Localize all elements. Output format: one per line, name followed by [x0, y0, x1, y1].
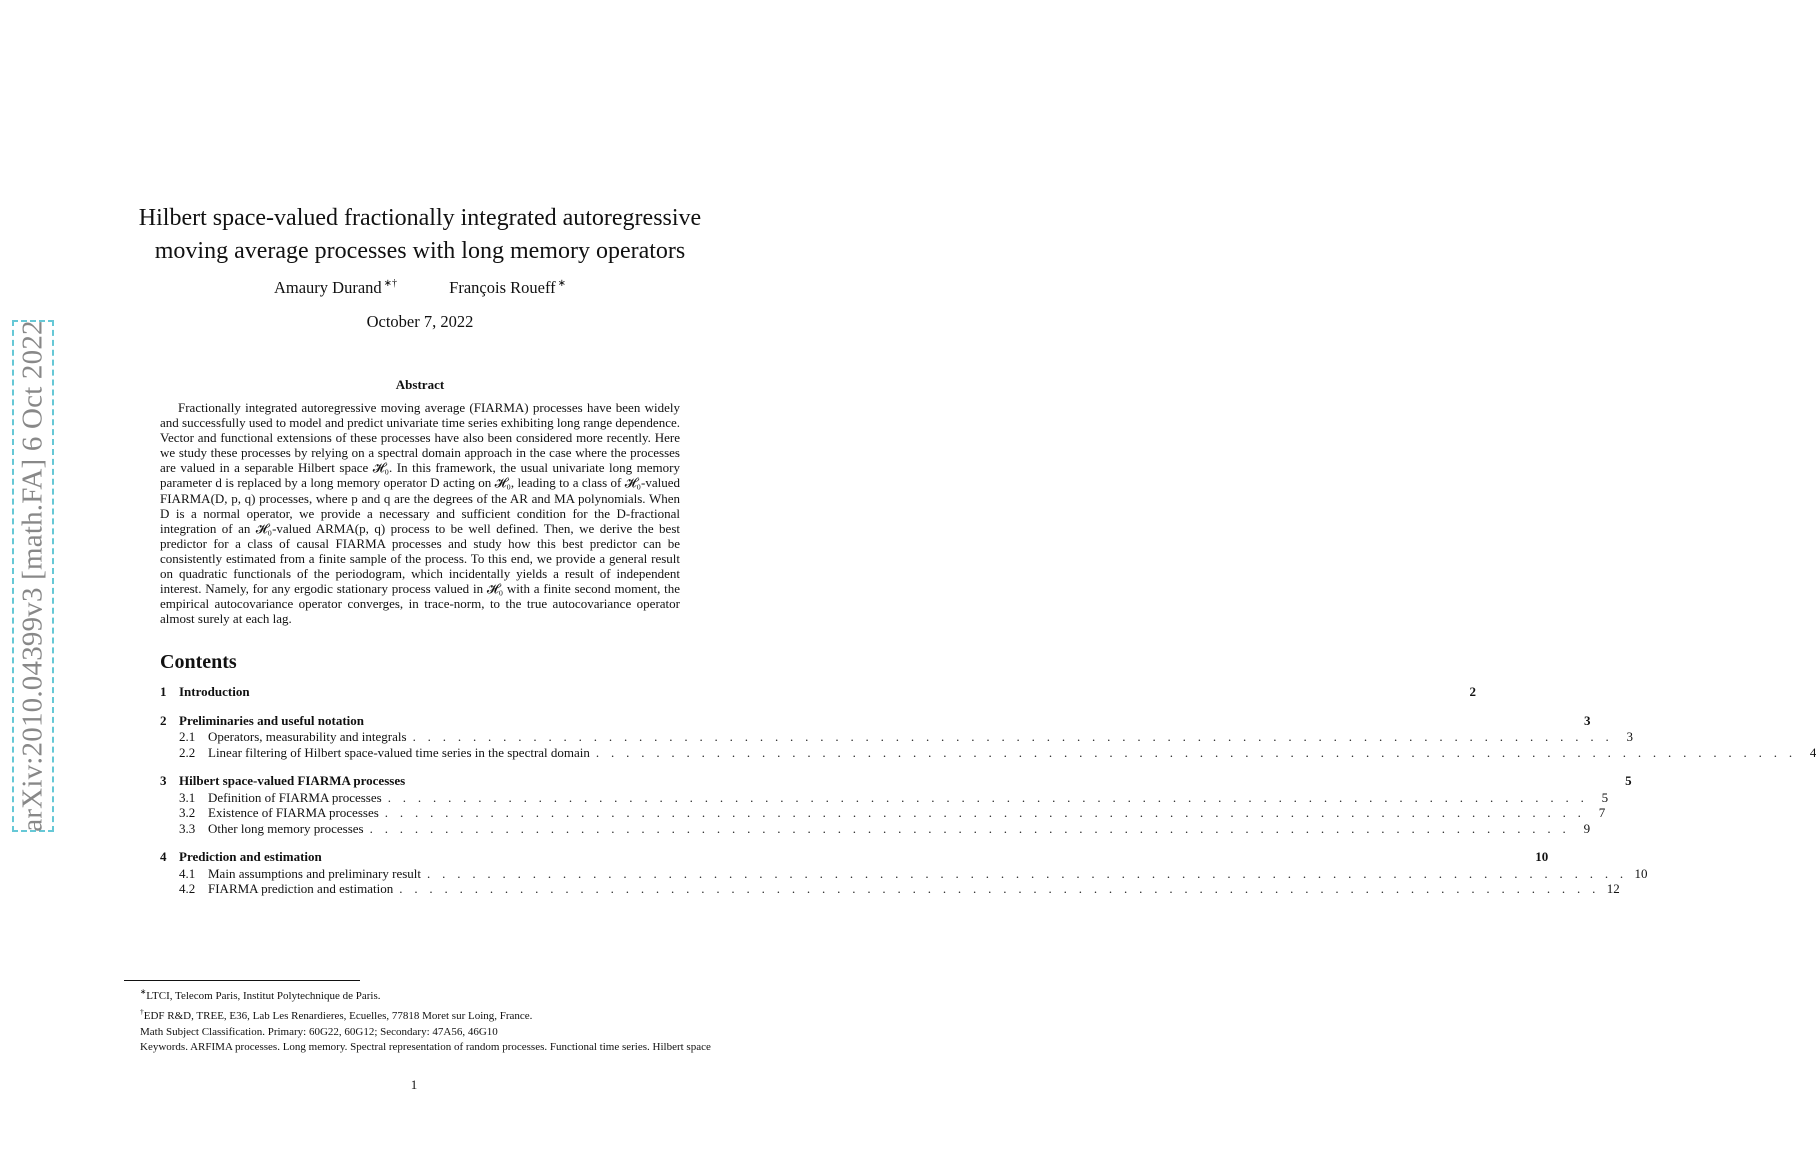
toc-section [160, 684, 1477, 700]
toc-page-number: 3 [1626, 729, 1634, 744]
author-list [120, 278, 720, 298]
title-line-2: moving average processes with long memory operators [154, 238, 686, 264]
toc-number: 2 [160, 712, 167, 728]
footnote-rule [124, 980, 360, 981]
toc-page-number: 4 [1809, 744, 1816, 760]
toc-title: Main assumptions and preliminary result [208, 865, 422, 881]
abstract-heading: Abstract [395, 377, 445, 392]
footnote-text: Math Subject Classification. Primary: 60G22, 60G12; Secondary: 47A56, 46G10 [140, 1025, 498, 1038]
author-affiliation-marks[interactable]: ∗† [383, 278, 398, 289]
footnote [112, 1004, 716, 1024]
toc-number: 1 [160, 684, 167, 699]
toc-title: Preliminaries and useful notation [179, 712, 365, 728]
toc-subsection-entry[interactable] [160, 729, 1634, 745]
toc-number: 2.2 [179, 744, 196, 760]
toc-leader-dots: . . . . . . . . . . . . . . . . . . . . . . . . . . . . . . . . . . . . . . . . . . . . . . . . . . . . . . . . . . . . . . . . . . . . . . . . . . . . . . . . [412, 729, 1614, 744]
arxiv-identifier[interactable]: arXiv:2010.04399v3 [math.FA] 6 Oct 2022 [16, 320, 49, 832]
toc-number: 3.1 [179, 789, 196, 805]
author [449, 278, 566, 298]
footnote [112, 1040, 716, 1055]
toc-number: 2.1 [179, 729, 196, 744]
toc-title: Prediction and estimation [179, 849, 322, 864]
toc-leader-dots: . . . . . . . . . . . . . . . . . . . . . . . . . . . . . . . . . . . . . . . . . . . . . . . . . . . . . . . . . . . . . . . . . . . . . . . . . . . . . . . . [399, 881, 1600, 896]
toc-section [160, 773, 1632, 836]
toc-page-number: 7 [1598, 805, 1606, 820]
toc-page-number: 10 [1535, 849, 1549, 864]
toc-leader-dots: . . . . . . . . . . . . . . . . . . . . . . . . . . . . . . . . . . . . . . . . . . . . . . . . . . . . . . . . . . . . . . . . . . . . . . . . . . . . . . . . [387, 789, 1589, 805]
toc-subsection-entry[interactable] [160, 789, 1609, 806]
toc-number: 4.1 [179, 865, 196, 881]
toc-title: Other long memory processes [208, 820, 364, 836]
toc-number: 4 [160, 849, 167, 864]
toc-number: 3.3 [179, 820, 196, 836]
footnote [112, 1025, 716, 1040]
toc-page-number: 3 [1583, 712, 1591, 728]
toc-section-entry[interactable] [160, 684, 1477, 700]
footnote-text: EDF R&D, TREE, E36, Lab Les Renardieres, Ecuelles, 77818 Moret sur Loing, France. [143, 1010, 533, 1023]
toc-title: Existence of FIARMA processes [208, 805, 379, 820]
toc-section-entry[interactable] [160, 712, 1591, 729]
abstract-body: Fractionally integrated autoregressive moving average (FIARMA) processes have been widely and successfully used to model and predict univariate time series exhibiting long range dependence. Vector and functional extensions of these processes have also been considered more recently. Here we study these processes by relying on a spectral domain approach in the case where the processes are valued in a separable Hilbert space 𝓗₀. In this framework, the usual univariate long memory parameter d is replaced by a long memory operator D acting on 𝓗₀, leading to a class of 𝓗₀-valued FIARMA(D, p, q) processes, where p and q are the degrees of the AR and MA polynomials. When D is a normal operator, we provide a necessary and sufficient condition for the D-fractional integration of an 𝓗₀-valued ARMA(p, q) process to be well defined. Then, we derive the best predictor for a class of causal FIARMA processes and study how this best predictor can be consistently estimated from a finite sample of the process. To this end, we provide a general result on quadratic functionals of the periodogram, which incidentally yields a result of independent interest. Namely, for any ergodic stationary process valued in 𝓗₀ with a finite second moment, the empirical autocovariance operator converges, in trace-norm, to the true autocovariance operator almost surely at each lag. [160, 400, 680, 627]
toc-title: Linear filtering of Hilbert space-valued time series in the spectral domain [208, 744, 590, 760]
author [274, 278, 397, 298]
toc-leader-dots: . . . . . . . . . . . . . . . . . . . . . . . . . . . . . . . . . . . . . . . . . . . . . . . . . . . . . . . . . . . . . . . . . . . . . . . . . . . . . . . . [595, 744, 1797, 760]
footnote-text: LTCI, Telecom Paris, Institut Polytechnique de Paris. [146, 990, 381, 1002]
toc-leader-dots: . . . . . . . . . . . . . . . . . . . . . . . . . . . . . . . . . . . . . . . . . . . . . . . . . . . . . . . . . . . . . . . . . . . . . . . . . . . . . . . . [384, 805, 1586, 820]
toc-number: 3.2 [179, 805, 196, 820]
page-number: 1 [410, 1077, 418, 1092]
toc-section-entry[interactable] [160, 849, 1549, 865]
toc-title: Introduction [179, 684, 250, 699]
toc-title: Definition of FIARMA processes [208, 789, 382, 805]
toc-number: 3 [160, 773, 167, 788]
toc-leader-dots: . . . . . . . . . . . . . . . . . . . . . . . . . . . . . . . . . . . . . . . . . . . . . . . . . . . . . . . . . . . . . . . . . . . . . . . . . . . . . . . . [427, 865, 1628, 881]
toc-section [160, 712, 1816, 761]
author-name: Amaury Durand [273, 278, 382, 297]
toc-subsection-entry[interactable] [160, 744, 1816, 761]
toc-page-number: 5 [1601, 789, 1609, 805]
toc-title: Hilbert space-valued FIARMA processes [179, 773, 406, 788]
arxiv-stamp [12, 320, 54, 832]
toc-page-number: 12 [1606, 881, 1620, 896]
toc-title: Operators, measurability and integrals [208, 729, 407, 744]
title-line-1: Hilbert space-valued fractionally integrated autoregressive [138, 205, 702, 231]
toc-subsection-entry[interactable] [160, 820, 1591, 837]
table-of-contents [160, 684, 1816, 910]
toc-subsection-entry[interactable] [160, 805, 1606, 821]
toc-section-entry[interactable] [160, 773, 1632, 789]
footnote-text: Keywords. ARFIMA processes. Long memory. Spectral representation of random processes. Functional time series. Hilbert space [140, 1041, 711, 1054]
contents-heading: Contents [160, 651, 237, 673]
footnote-mark: † [140, 1007, 144, 1017]
toc-number: 4.2 [179, 881, 196, 896]
toc-section [160, 849, 1648, 897]
toc-title: FIARMA prediction and estimation [208, 881, 394, 896]
toc-page-number: 9 [1583, 820, 1591, 836]
paper-title [120, 202, 720, 268]
toc-subsection-entry[interactable] [160, 881, 1620, 897]
toc-subsection-entry[interactable] [160, 865, 1648, 882]
toc-leader-dots: . . . . . . . . . . . . . . . . . . . . . . . . . . . . . . . . . . . . . . . . . . . . . . . . . . . . . . . . . . . . . . . . . . . . . . . . . . . . . . . . [369, 820, 1571, 836]
author-affiliation-marks[interactable]: ∗ [557, 278, 567, 289]
toc-page-number: 5 [1625, 773, 1632, 788]
footnote-mark: ∗ [140, 987, 147, 996]
footnote [112, 984, 716, 1004]
footnotes [112, 984, 716, 1056]
publication-date: October 7, 2022 [366, 312, 474, 331]
toc-page-number: 10 [1634, 865, 1648, 881]
toc-page-number: 2 [1469, 684, 1477, 699]
author-name: François Roueff [449, 278, 556, 297]
